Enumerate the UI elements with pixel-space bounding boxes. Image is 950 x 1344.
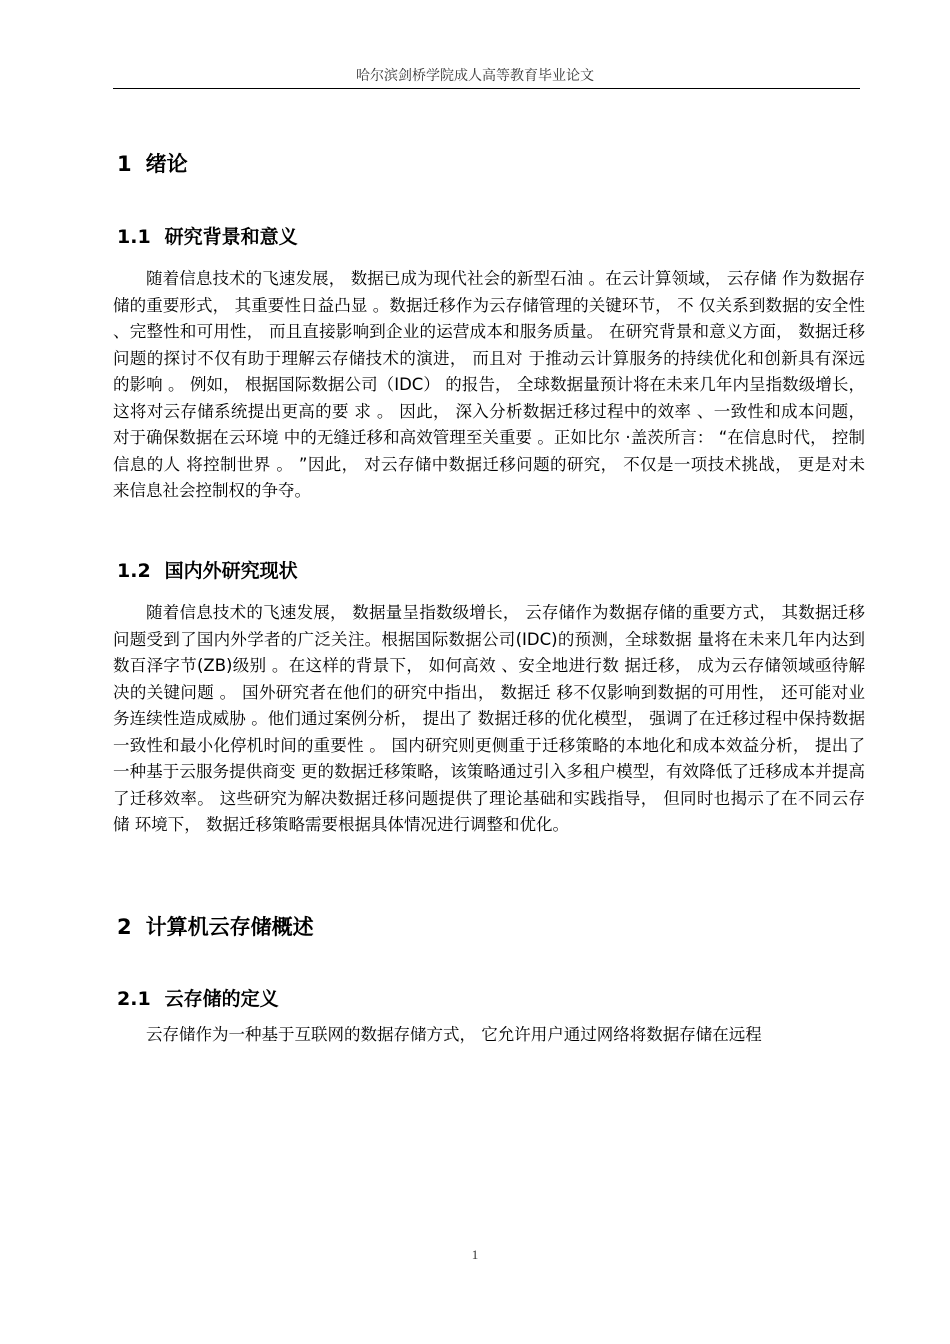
section-title: 云存储的定义 bbox=[164, 988, 279, 1010]
chapter-title: 绪论 bbox=[145, 152, 188, 176]
section-heading-2-1 bbox=[117, 984, 279, 1011]
chapter-title: 计算机云存储概述 bbox=[145, 915, 314, 939]
chapter-heading-2 bbox=[117, 911, 314, 941]
section-number: 1.1 bbox=[117, 226, 151, 248]
header-divider bbox=[113, 88, 860, 89]
chapter-number: 2 bbox=[117, 915, 132, 939]
chapter-number: 1 bbox=[117, 152, 132, 176]
section-heading-1-1 bbox=[117, 222, 298, 249]
section-2-1-paragraph: 云存储作为一种基于互联网的数据存储方式， 它允许用户通过网络将数据存储在远程 bbox=[146, 1025, 762, 1044]
chapter-heading-1 bbox=[117, 148, 188, 178]
section-title: 国内外研究现状 bbox=[164, 560, 298, 582]
section-heading-1-2 bbox=[117, 556, 298, 583]
section-1-2-paragraph: 随着信息技术的飞速发展， 数据量呈指数级增长， 云存储作为数据存储的重要方式， 其数据迁移问题受到了国内外学者的广泛关注。根据国际数据公司(IDC)的预测，全球数据 量将在未来几年内达到数百泽字节(ZB)级别 。在这样的背景下， 如何高效 、安全地进行数 据迁移， 成为云存储领域亟待解决的关键问题 。 国外研究者在他们的研究中指出， 数据迁 移不仅影响到数据的可用性， 还可能对业务连续性造成威胁 。他们通过案例分析， 提出了 数据迁移的优化模型， 强调了在迁移过程中保持数据一致性和最小化停机时间的重要性 。 国内研究则更侧重于迁移策略的本地化和成本效益分析， 提出了一种基于云服务提供商变 更的数据迁移策略，该策略通过引入多租户模型，有效降低了迁移成本并提高了迁移效率。 这些研究为解决数据迁移问题提供了理论基础和实践指导， 但同时也揭示了在不同云存储 环境下， 数据迁移策略需要根据具体情况进行调整和优化。 bbox=[113, 603, 865, 834]
page-number: 1 bbox=[471, 1247, 479, 1262]
section-title: 研究背景和意义 bbox=[164, 226, 298, 248]
running-header: 哈尔滨剑桥学院成人高等教育毕业论文 bbox=[356, 68, 594, 84]
section-1-1-paragraph: 随着信息技术的飞速发展， 数据已成为现代社会的新型石油 。在云计算领域， 云存储 作为数据存储的重要形式， 其重要性日益凸显 。数据迁移作为云存储管理的关键环节， 不 仅关系到数据的安全性 、完整性和可用性， 而且直接影响到企业的运营成本和服务质量。 在研究背景和意义方面， 数据迁移问题的探讨不仅有助于理解云存储技术的演进， 而且对 于推动云计算服务的持续优化和创新具有深远的影响 。 例如， 根据国际数据公司（IDC） 的报告， 全球数据量预计将在未来几年内呈指数级增长， 这将对云存储系统提出更高的要 求 。 因此， 深入分析数据迁移过程中的效率 、一致性和成本问题， 对于确保数据在云环境 中的无缝迁移和高效管理至关重要 。正如比尔 ·盖茨所言： “在信息时代， 控制信息的人 将控制世界 。 ”因此， 对云存储中数据迁移问题的研究， 不仅是一项技术挑战， 更是对未 来信息社会控制权的争夺。 bbox=[113, 269, 865, 500]
section-number: 2.1 bbox=[117, 988, 151, 1010]
section-number: 1.2 bbox=[117, 560, 151, 582]
